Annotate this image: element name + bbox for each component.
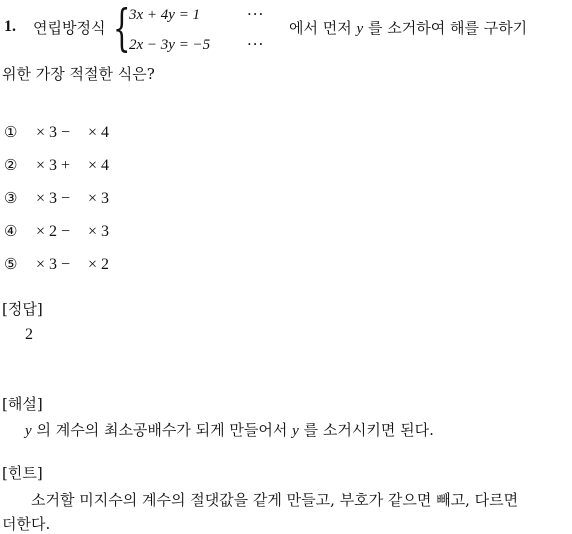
question-tail-post: 를 소거하여 해를 구하기	[367, 19, 528, 37]
option-3-second-term: × 3	[88, 190, 110, 207]
equation-2: 2x − 3y = −5	[129, 37, 211, 53]
option-5-marker: ⑤	[4, 255, 18, 273]
question-tail-text	[289, 17, 527, 38]
explanation-variable-1: y	[25, 423, 32, 439]
option-3-first-term: × 3 −	[36, 190, 71, 207]
equation-1-marker: ···	[247, 5, 265, 23]
option-4-first-term: × 2 −	[36, 223, 71, 240]
question-tail-pre: 에서 먼저	[289, 19, 352, 37]
option-3[interactable]	[4, 189, 109, 208]
option-1[interactable]	[4, 123, 109, 142]
option-2-first-term: × 3 +	[36, 157, 71, 174]
explanation-variable-2: y	[292, 423, 299, 439]
question-lead-text: 연립방정식	[33, 19, 106, 37]
answer-value: 2	[25, 326, 33, 343]
option-1-marker: ①	[4, 123, 18, 141]
option-5-first-term: × 3 −	[36, 256, 71, 273]
explanation-text-2: 를 소거시키면 된다.	[303, 421, 434, 439]
question-line-2: 위한 가장 적절한 식은?	[2, 65, 155, 83]
equation-2-marker: ···	[247, 35, 265, 53]
option-2-second-term: × 4	[88, 157, 110, 174]
hint-text-line-1: 소거할 미지수의 계수의 절댓값을 같게 만들고, 부호가 같으면 빼고, 다르면	[31, 491, 519, 509]
option-3-marker: ③	[4, 189, 18, 207]
option-2-marker: ②	[4, 156, 18, 174]
explanation-text-1: 의 계수의 최소공배수가 되게 만들어서	[36, 421, 288, 439]
option-4[interactable]	[4, 222, 109, 241]
option-5[interactable]	[4, 255, 109, 274]
equation-1: 3x + 4y = 1	[129, 7, 201, 23]
option-4-marker: ④	[4, 222, 18, 240]
option-5-second-term: × 2	[88, 256, 110, 273]
answer-heading: [정답]	[2, 300, 43, 318]
explanation-heading: [해설]	[2, 395, 43, 413]
explanation-text	[25, 419, 434, 440]
question-number: 1.	[4, 18, 16, 35]
hint-text-line-2: 더한다.	[2, 515, 51, 533]
option-4-second-term: × 3	[88, 223, 110, 240]
option-2[interactable]	[4, 156, 109, 175]
question-tail-variable: y	[356, 21, 364, 37]
hint-heading: [힌트]	[2, 464, 43, 482]
option-1-second-term: × 4	[88, 124, 110, 141]
option-1-first-term: × 3 −	[36, 124, 71, 141]
system-brace: {	[113, 0, 131, 57]
